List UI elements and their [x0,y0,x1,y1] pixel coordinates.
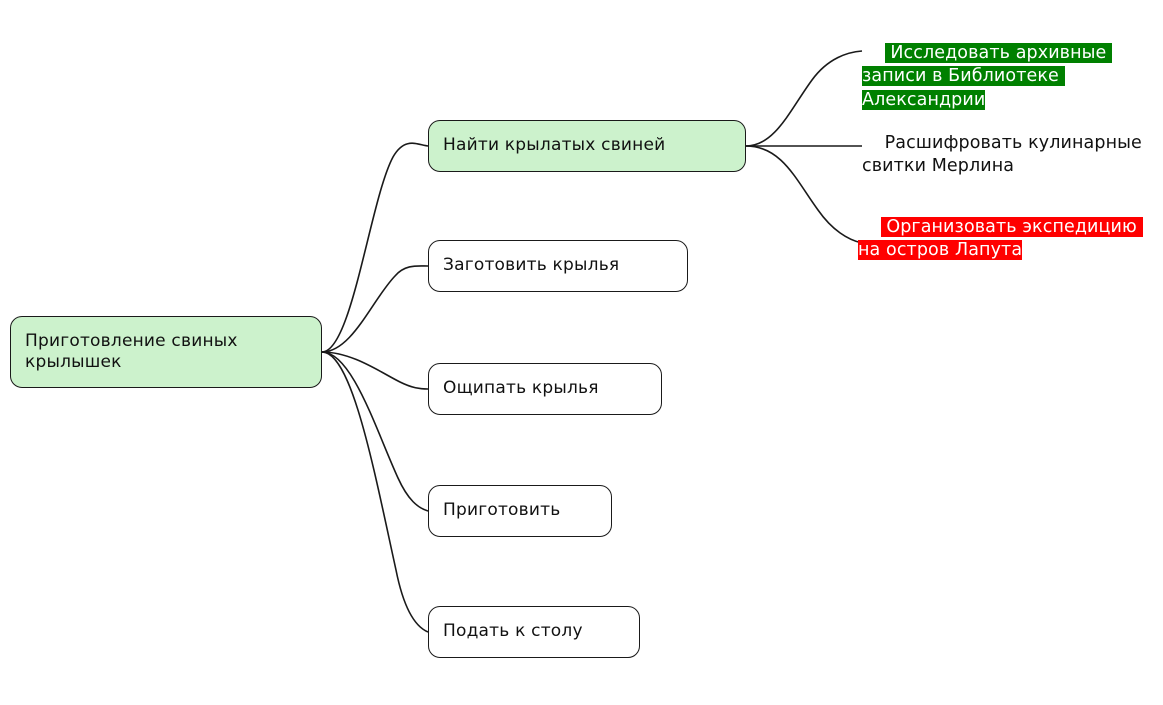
mindmap-leaf-research-archives-label: Исследовать архивные записи в Библиотеке Александрии [862,42,1113,110]
mindmap-node-pluck-wings[interactable] [428,363,662,415]
mindmap-node-harvest-wings[interactable] [428,240,688,292]
edge-root-to-b4 [322,352,428,511]
mindmap-leaf-organize-expedition-label: Организовать экспедицию на остров Лапута [858,216,1143,261]
mindmap-leaf-organize-expedition[interactable] [858,192,1150,287]
mindmap-node-serve-label: Подать к столу [443,621,583,642]
mindmap-node-root-label: Приготовление свиных крылышек [25,330,238,372]
edge-root-to-b2 [322,266,428,352]
edge-b1-to-l3 [746,146,862,243]
edge-root-to-b1 [322,143,428,352]
mindmap-node-find-winged-pigs-label: Найти крылатых свиней [443,135,666,156]
mindmap-node-serve[interactable] [428,606,640,658]
mindmap-leaf-decipher-scrolls[interactable] [862,108,1152,203]
mindmap-node-cook[interactable] [428,485,612,537]
mindmap-node-find-winged-pigs[interactable] [428,120,746,172]
mindmap-node-harvest-wings-label: Заготовить крылья [443,255,620,276]
edge-root-to-b3 [322,352,428,389]
edge-root-to-b5 [322,352,428,632]
mindmap-node-cook-label: Приготовить [443,500,561,521]
mindmap-node-pluck-wings-label: Ощипать крылья [443,378,599,399]
mindmap-node-root[interactable] [10,316,322,388]
edge-b1-to-l1 [746,51,862,146]
mindmap-leaf-decipher-scrolls-label: Расшифровать кулинарные свитки Мерлина [862,132,1148,177]
